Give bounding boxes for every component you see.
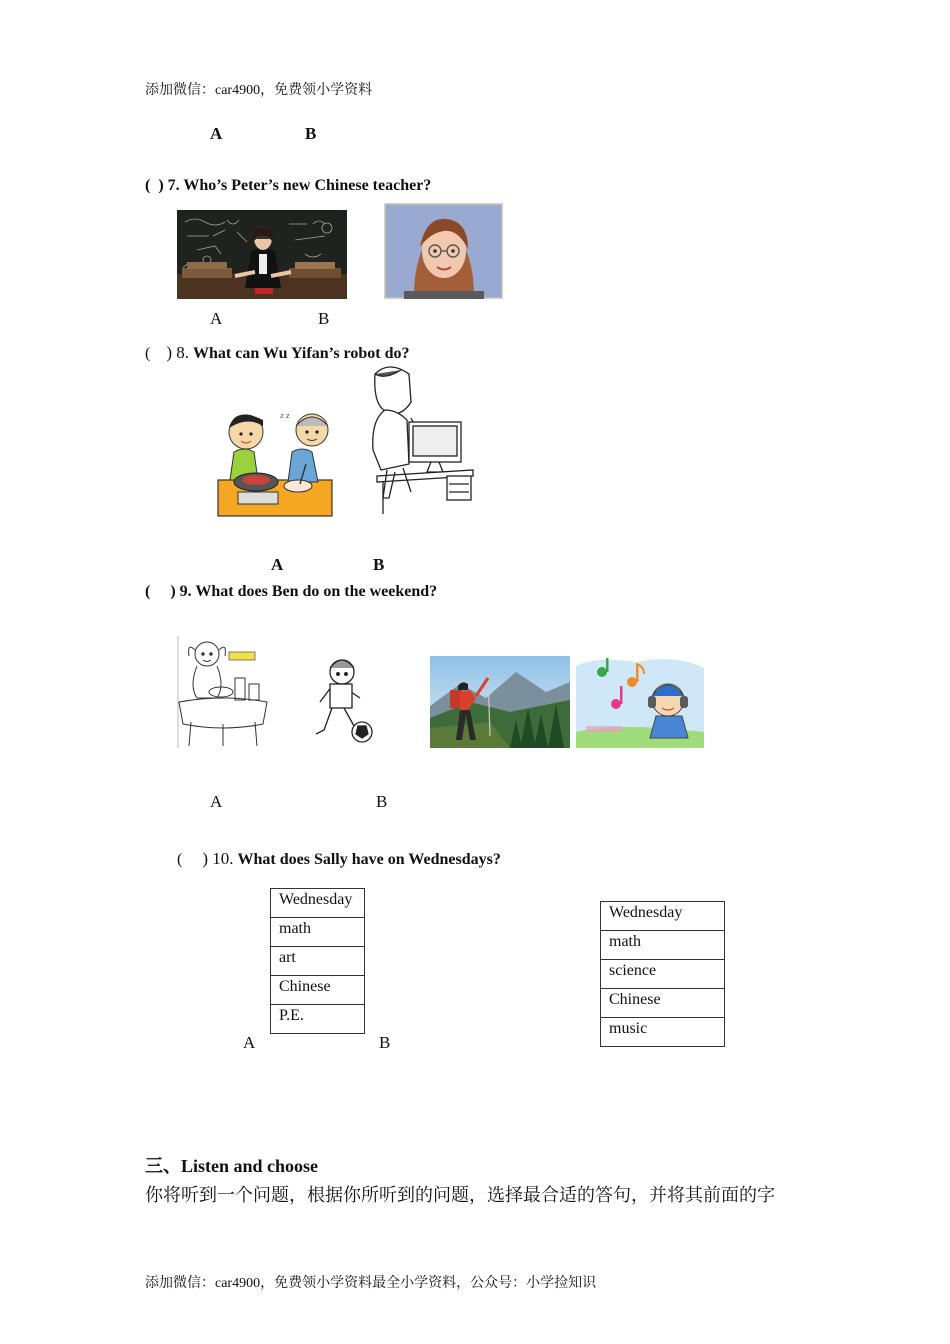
q9-label-a: A [210, 792, 223, 811]
q10-table-b-cell: math [601, 931, 725, 960]
q8-number: ) 8. [166, 343, 189, 362]
q7-paren-close: ) [158, 177, 164, 194]
svg-text:z z: z z [280, 412, 290, 420]
q9-image-hiker-mountains [430, 656, 570, 748]
q7-paren-open: ( [145, 177, 151, 194]
q8-label-b: B [373, 555, 385, 574]
q10-text: What does Sally have on Wednesdays? [237, 851, 501, 868]
page-footer: 添加微信：car4900，免费领小学资料最全小学资料，公众号：小学捡知识 [145, 1276, 597, 1291]
q8-text: What can Wu Yifan’s robot do? [193, 345, 410, 362]
q7-image-b-woman-portrait [384, 203, 503, 299]
q9-image-child-music [576, 656, 704, 748]
q10-number: ) 10. [202, 849, 234, 868]
q9-image-boy-football [312, 654, 378, 744]
q9-label-b: B [376, 792, 388, 811]
top-label-b: B [305, 124, 317, 143]
q10-table-b-cell: Chinese [601, 989, 725, 1018]
q10-table-b-cell: Wednesday [601, 902, 725, 931]
q10-question [177, 849, 501, 869]
q8-image-a-kids-cooking [216, 404, 334, 518]
q10-timetable-a [270, 888, 365, 1034]
q9-question [145, 583, 437, 601]
section3-title: 三、Listen and choose [145, 1156, 319, 1176]
q9-image-girl-cooking [177, 636, 269, 748]
q10-table-b-cell: science [601, 960, 725, 989]
q10-table-a-cell: art [271, 947, 365, 976]
q9-paren-open: ( [145, 583, 151, 600]
top-label-a: A [210, 124, 223, 143]
q8-question [145, 343, 409, 363]
q10-table-b-cell: music [601, 1018, 725, 1047]
q10-paren-open: ( [177, 851, 183, 868]
section3-instruction: 你将听到一个问题，根据你所听到的问题，选择最合适的答句，并将其前面的字 [145, 1185, 775, 1206]
q8-label-a: A [271, 555, 284, 574]
q10-table-a-cell: P.E. [271, 1005, 365, 1034]
q10-timetable-b [600, 901, 725, 1047]
q10-table-a-cell: math [271, 918, 365, 947]
q7-image-a-teacher-blackboard [177, 210, 347, 299]
q7-question [145, 177, 431, 195]
q10-label-a: A [243, 1033, 256, 1052]
q8-paren-open: ( [145, 345, 151, 362]
q8-image-b-man-at-computer [367, 364, 477, 518]
q7-label-b: B [318, 309, 330, 328]
page-header: 添加微信：car4900，免费领小学资料 [145, 83, 373, 98]
q9-text: ) 9. What does Ben do on the weekend? [170, 583, 438, 600]
q10-label-b: B [379, 1033, 391, 1052]
q7-text: 7. Who’s Peter’s new Chinese teacher? [167, 177, 432, 194]
q7-label-a: A [210, 309, 223, 328]
q10-table-a-cell: Wednesday [271, 889, 365, 918]
q10-table-a-cell: Chinese [271, 976, 365, 1005]
